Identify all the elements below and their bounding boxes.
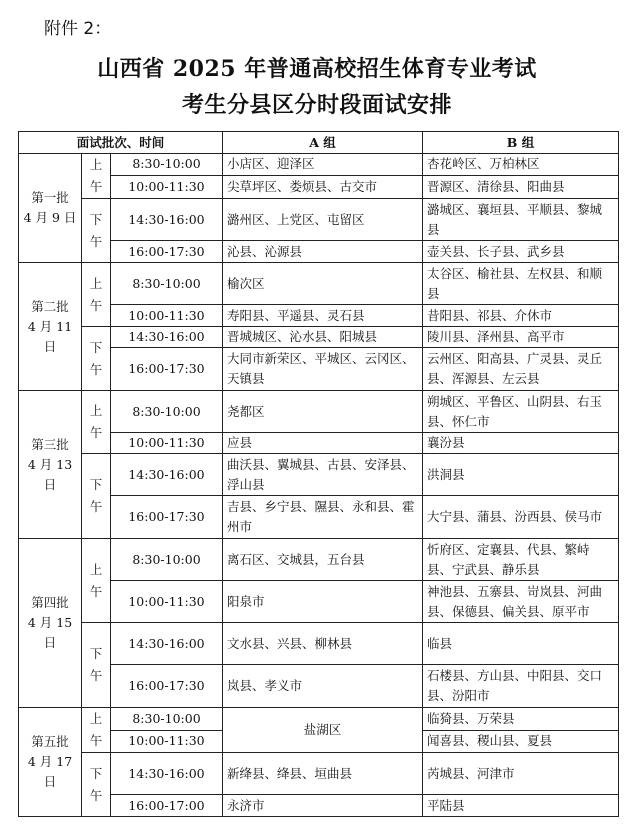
time-slot: 16:00-17:30: [111, 665, 223, 708]
group-a-cell: 曲沃县、翼城县、古县、安泽县、浮山县: [223, 454, 423, 496]
time-slot: 8:30-10:00: [111, 391, 223, 433]
time-slot: 14:30-16:00: [111, 327, 223, 348]
batch-date: 4 月 13 日: [27, 456, 73, 492]
group-a-cell: 大同市新荣区、平城区、云冈区、天镇县: [223, 348, 423, 391]
group-b-cell: 昔阳县、祁县、介休市: [423, 305, 619, 327]
half-am: 上午: [82, 539, 111, 623]
table-row: [19, 263, 619, 305]
group-b-cell: 陵川县、泽州县、高平市: [423, 327, 619, 348]
batch-date: 4 月 9 日: [23, 210, 77, 225]
group-b-cell: 石楼县、方山县、中阳县、交口县、汾阳市: [423, 665, 619, 708]
batch-cell: [19, 391, 82, 539]
schedule-table: [18, 131, 619, 817]
group-b-cell: 神池县、五寨县、岢岚县、河曲县、保德县、偏关县、原平市: [423, 581, 619, 623]
group-a-cell: 尧都区: [223, 391, 423, 433]
group-a-cell: 尖草坪区、娄烦县、古交市: [223, 175, 423, 198]
time-slot: 16:00-17:30: [111, 241, 223, 263]
half-pm: 下午: [82, 623, 111, 708]
page-title: 山西省 2025 年普通高校招生体育专业考试: [97, 56, 537, 82]
time-slot: 14:30-16:00: [111, 454, 223, 496]
batch-name: 第一批: [31, 190, 69, 205]
half-pm: 下午: [82, 454, 111, 539]
group-a-cell: 新绛县、绛县、垣曲县: [223, 753, 423, 795]
table-row: [19, 154, 619, 176]
table-row: [19, 199, 619, 241]
group-b-cell: 晋源区、清徐县、阳曲县: [423, 175, 619, 198]
table-row: [19, 708, 619, 731]
group-a-cell: 潞州区、上党区、屯留区: [223, 199, 423, 241]
half-am: 上午: [82, 263, 111, 327]
time-slot: 8:30-10:00: [111, 263, 223, 305]
time-slot: 10:00-11:30: [111, 581, 223, 623]
time-slot: 16:00-17:00: [111, 795, 223, 817]
batch-name: 第三批: [31, 436, 69, 452]
group-b-cell: 太谷区、榆社县、左权县、和顺县: [423, 263, 619, 305]
group-a-cell: 晋城城区、沁水县、阳城县: [223, 327, 423, 348]
header-group-b: B 组: [423, 132, 619, 154]
group-a-cell: 小店区、迎泽区: [223, 154, 423, 176]
time-slot: 10:00-11:30: [111, 730, 223, 753]
time-slot: 10:00-11:30: [111, 305, 223, 327]
group-b-cell: 朔城区、平鲁区、山阴县、右玉县、怀仁市: [423, 391, 619, 433]
time-slot: 14:30-16:00: [111, 753, 223, 795]
group-a-merged-cell: 盐湖区: [223, 708, 423, 753]
time-slot: 16:00-17:30: [111, 348, 223, 391]
half-am: 上午: [82, 708, 111, 753]
header-group-a: A 组: [223, 132, 423, 154]
header-batch-time: 面试批次、时间: [19, 132, 223, 154]
batch-name: 第二批: [31, 298, 69, 314]
table-row: [19, 391, 619, 433]
half-pm: 下午: [82, 199, 111, 263]
table-row: [19, 454, 619, 496]
group-a-cell: 沁县、沁源县: [223, 241, 423, 263]
group-b-cell: 大宁县、蒲县、汾西县、侯马市: [423, 496, 619, 539]
half-pm: 下午: [82, 753, 111, 817]
batch-cell: [19, 539, 82, 708]
page-subtitle: 考生分县区分时段面试安排: [181, 92, 452, 118]
group-b-cell: 闻喜县、稷山县、夏县: [423, 730, 619, 753]
group-a-cell: 永济市: [223, 795, 423, 817]
group-b-cell: 平陆县: [423, 795, 619, 817]
table-row: [19, 753, 619, 795]
batch-date: 4 月 15 日: [27, 615, 73, 650]
batch-date: 4 月 17 日: [27, 754, 73, 789]
group-a-cell: 寿阳县、平遥县、灵石县: [223, 305, 423, 327]
group-a-cell: 应县: [223, 433, 423, 454]
table-row: [19, 539, 619, 581]
time-slot: 14:30-16:00: [111, 623, 223, 665]
group-a-cell: 吉县、乡宁县、隰县、永和县、霍州市: [223, 496, 423, 539]
time-slot: 16:00-17:30: [111, 496, 223, 539]
batch-cell: [19, 263, 82, 391]
batch-name: 第四批: [31, 595, 69, 610]
batch-name: 第五批: [31, 734, 69, 749]
group-b-cell: 襄汾县: [423, 433, 619, 454]
group-b-cell: 洪洞县: [423, 454, 619, 496]
group-a-cell: 文水县、兴县、柳林县: [223, 623, 423, 665]
group-b-cell: 云州区、阳高县、广灵县、灵丘县、浑源县、左云县: [423, 348, 619, 391]
group-a-cell: 榆次区: [223, 263, 423, 305]
half-pm: 下午: [82, 327, 111, 391]
time-slot: 10:00-11:30: [111, 433, 223, 454]
group-b-cell: 临猗县、万荣县: [423, 708, 619, 731]
time-slot: 14:30-16:00: [111, 199, 223, 241]
batch-cell: [19, 154, 82, 263]
table-row: [19, 623, 619, 665]
time-slot: 8:30-10:00: [111, 539, 223, 581]
group-b-cell: 忻府区、定襄县、代县、繁峙县、宁武县、静乐县: [423, 539, 619, 581]
time-slot: 8:30-10:00: [111, 154, 223, 176]
time-slot: 10:00-11:30: [111, 175, 223, 198]
group-b-cell: 临县: [423, 623, 619, 665]
time-slot: 8:30-10:00: [111, 708, 223, 731]
table-row: [19, 327, 619, 348]
attachment-label: 附件 2：: [44, 19, 112, 39]
group-a-cell: 岚县、孝义市: [223, 665, 423, 708]
half-am: 上午: [82, 391, 111, 454]
header-row: [19, 132, 619, 154]
batch-cell: [19, 708, 82, 817]
group-b-cell: 潞城区、襄垣县、平顺县、黎城县: [423, 199, 619, 241]
batch-date: 4 月 11 日: [27, 318, 73, 354]
group-a-cell: 阳泉市: [223, 581, 423, 623]
half-am: 上午: [82, 154, 111, 199]
group-b-cell: 杏花岭区、万柏林区: [423, 154, 619, 176]
group-a-cell: 离石区、交城县，五台县: [223, 539, 423, 581]
group-b-cell: 芮城县、河津市: [423, 753, 619, 795]
group-b-cell: 壶关县、长子县、武乡县: [423, 241, 619, 263]
